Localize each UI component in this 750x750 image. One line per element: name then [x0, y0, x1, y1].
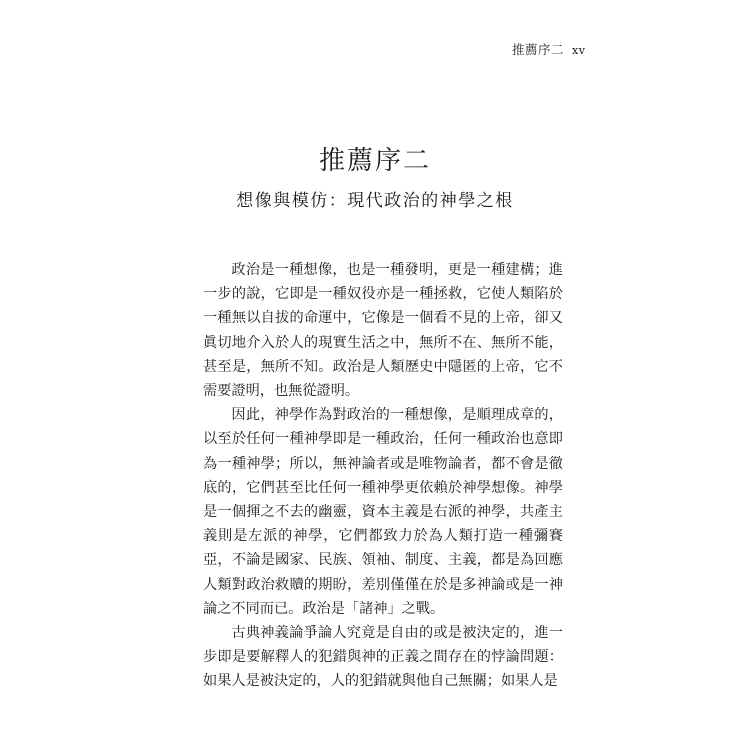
body-text	[203, 258, 563, 694]
paragraph: 古典神義論爭論人究竟是自由的或是被決定的，進一步即是要解釋人的犯錯與神的正義之間存在的悖論問題：如果人是被決定的，人的犯錯就與他自己無關；如果人是	[203, 625, 563, 690]
running-header-title: 推薦序二	[512, 42, 565, 57]
chapter-subtitle: 想像與模仿：現代政治的神學之根	[236, 191, 514, 211]
page-number: xv	[572, 44, 586, 57]
paragraph: 政治是一種想像，也是一種發明，更是一種建構；進一步的說，它即是一種奴役亦是一種拯救，它使人類陷於一種無以自拔的命運中，它像是一個看不見的上帝，卻又眞切地介入於人的現實生活之中，無所不在、無所不能，甚至是，無所不知。政治是人類歷史中隱匿的上帝，它不需要證明，也無從證明。	[203, 262, 563, 400]
chapter-title: 推薦序二	[318, 146, 431, 176]
running-header	[512, 40, 585, 58]
paragraph: 因此，神學作為對政治的一種想像，是順理成章的，以至於任何一種神學即是一種政治，任何一種政治也意即為一種神學；所以，無神論者或是唯物論者，都不會是徹底的，它們甚至比任何一種神學更依賴於神學想像。神學是一個揮之不去的幽靈，資本主義是右派的神學，共產主義則是左派的神學，它們都致力於為人類打造一種彌賽亞，不論是國家、民族、領袖、制度、主義，都是為回應人類對政治救贖的期盼，差別僅僅在於是多神論或是一神論之不同而已。政治是「諸神」之戰。	[203, 407, 563, 617]
